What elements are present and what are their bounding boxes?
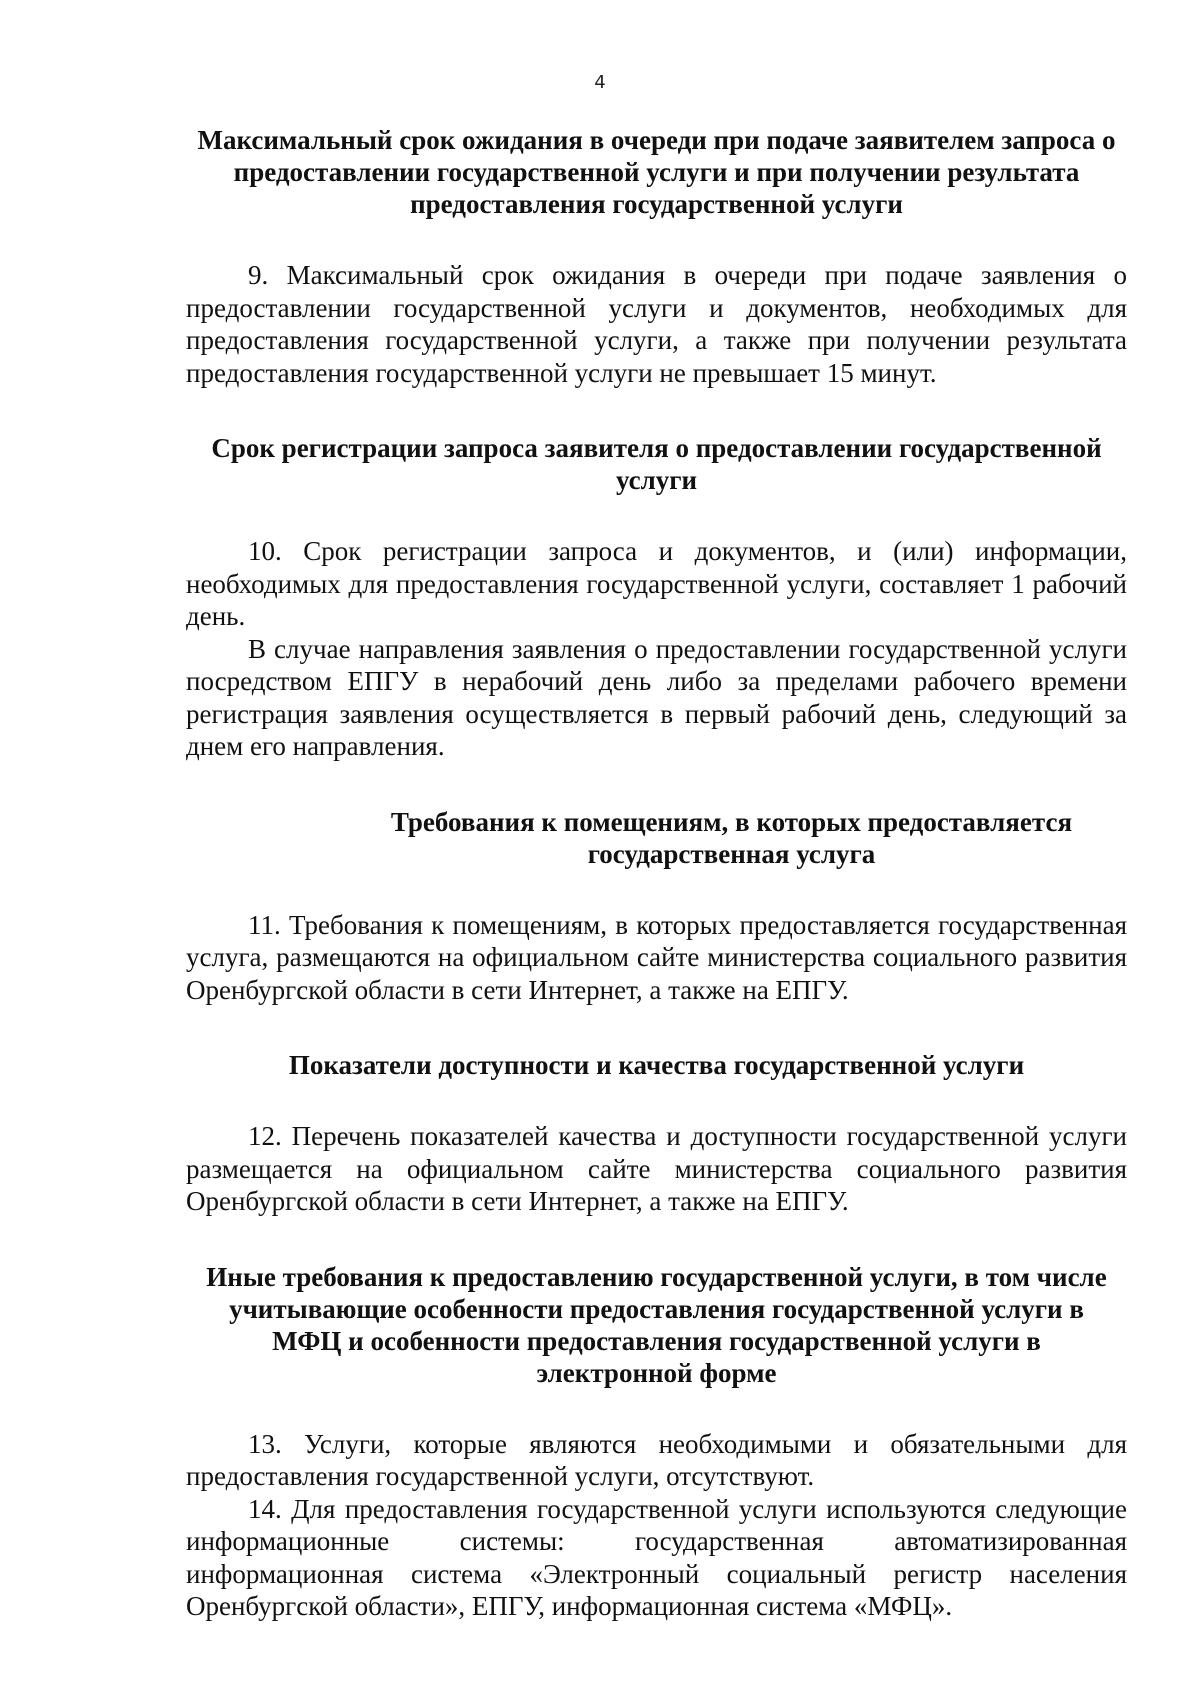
section-queue-wait-time (186, 124, 1127, 389)
section-registration-term (186, 432, 1127, 763)
section-other-requirements (186, 1261, 1127, 1623)
section-heading: Иные требования к предоставлению государственной услуги, в том числе учитывающие особенности предоставления государственной услуги в МФЦ и особенности предоставления государственной услуги в электронной форме (206, 1261, 1107, 1388)
paragraph: 10. Срок регистрации запроса и документов, и (или) информации, необходимых для предоставления государственной услуги, составляет 1 рабочий день. (186, 536, 1127, 631)
paragraph: В случае направления заявления о предоставлении государственной услуги посредством ЕПГУ в нерабочий день либо за пределами рабочего времени регистрация заявления осуществляется в первый рабочий день, следующий за днем его направления. (186, 633, 1127, 761)
paragraph: 13. Услуги, которые являются необходимыми и обязательными для предоставления государственной услуги, отсутствуют. (186, 1428, 1127, 1491)
section-heading: Требования к помещениям, в которых предоставляется государственная услуга (390, 806, 1073, 869)
section-heading: Срок регистрации запроса заявителя о предоставлении государственной услуги (211, 433, 1102, 495)
paragraph: 11. Требования к помещениям, в которых предоставляется государственная услуга, размещаются на официальном сайте министерства социального развития Оренбургской области в сети Интернет, а также на ЕПГУ. (186, 909, 1127, 1005)
section-heading: Показатели доступности и качества государственной услуги (288, 1050, 1025, 1080)
section-quality-indicators (186, 1049, 1127, 1218)
paragraph: 9. Максимальный срок ожидания в очереди при подаче заявления о предоставлении государственной услуги и документов, необходимых для предоставления государственной услуги, а также при получении результата предоставления государственной услуги не превышает 15 минут. (186, 260, 1127, 388)
paragraph: 14. Для предоставления государственной услуги используются следующие информационные системы: государственная автоматизированная информационная система «Электронный социальный регистр населения Оренбургской области», ЕПГУ, информационная система «МФЦ». (186, 1493, 1127, 1621)
page-number: 4 (594, 72, 606, 93)
section-heading: Максимальный срок ожидания в очереди при подаче заявителем запроса о предоставлении государственной услуги и при получении результата предоставления государственной услуги (197, 125, 1116, 219)
paragraph: 12. Перечень показателей качества и доступности государственной услуги размещается на официальном сайте министерства социального развития Оренбургской области в сети Интернет, а также на ЕПГУ. (186, 1121, 1127, 1216)
section-premises-requirements (186, 806, 1127, 1007)
document-body (186, 124, 1127, 1623)
